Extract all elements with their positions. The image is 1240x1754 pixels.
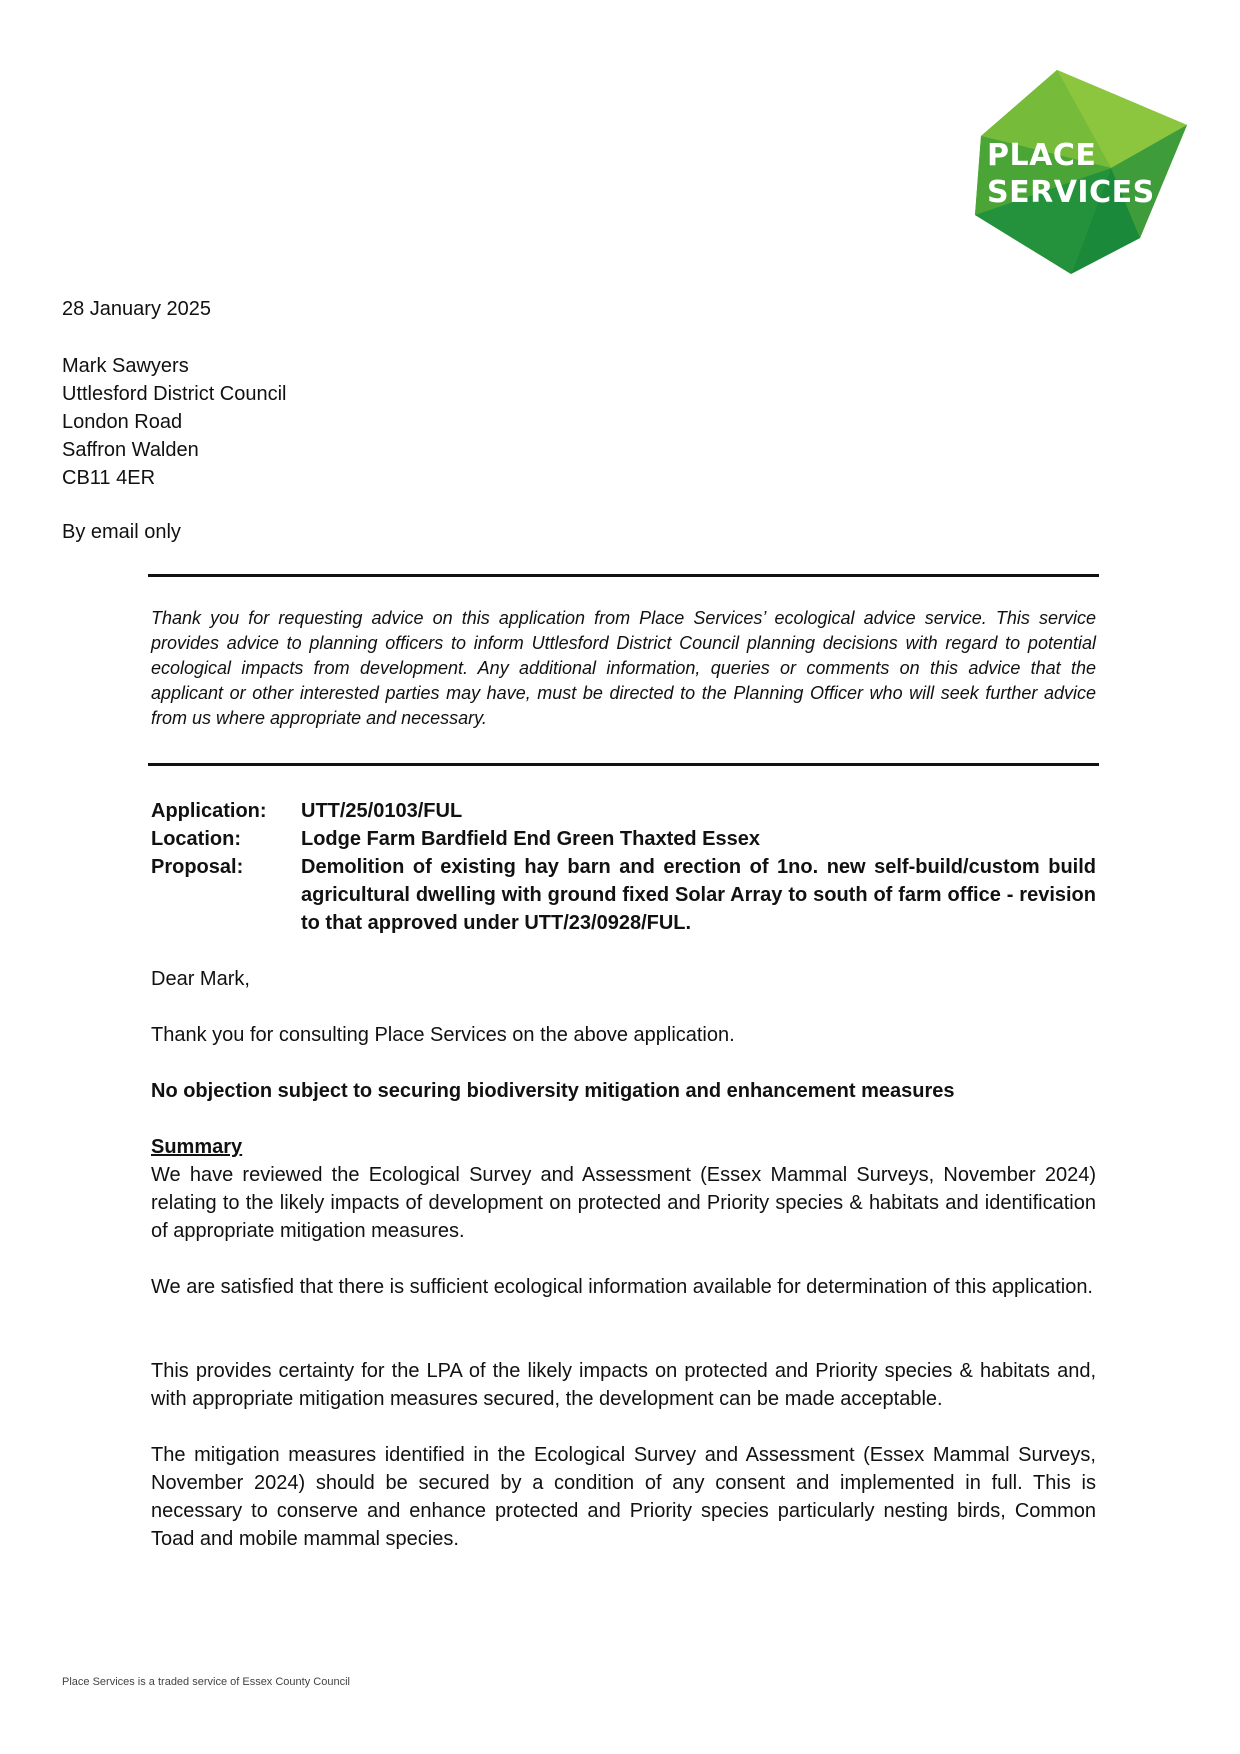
summary-heading: Summary [151,1136,243,1158]
divider-bottom [148,763,1099,766]
proposal-label: Proposal: [151,856,244,878]
summary-section [151,1133,1096,1245]
logo-text-services: SERVICES [987,175,1155,210]
salutation: Dear Mark, [151,968,250,990]
recipient-street: London Road [62,411,183,433]
recipient-postcode: CB11 4ER [62,467,156,489]
location-row [151,825,1096,853]
divider-top [148,574,1099,577]
place-services-logo [975,70,1187,274]
application-label: Application: [151,800,267,822]
application-details [151,797,1096,937]
thanks-paragraph: Thank you for consulting Place Services on the above application. [151,1024,735,1046]
proposal-row [151,853,1096,937]
logo-text-place: PLACE [987,138,1097,173]
summary-paragraph-4: The mitigation measures identified in the Ecological Survey and Assessment (Essex Mammal Surveys, November 2024) should be secured by a condition of any consent and implemented in full. This is necessary to conserve and enhance protected and Priority species particularly nesting birds, Common Toad and mobile mammal species. [151,1444,1096,1550]
application-reference: UTT/25/0103/FUL [301,800,463,822]
intro-disclaimer: Thank you for requesting advice on this application from Place Services’ ecological advice service. This service provides advice to planning officers to inform Uttlesford District Council planning decisions with regard to potential ecological impacts from development. Any additional information, queries or comments on this advice that the applicant or other interested parties may have, must be directed to the Planning Officer who will seek further advice from us where appropriate and necessary. [151,608,1096,728]
summary-paragraph-2: We are satisfied that there is sufficient ecological information available for determination of this application. [151,1276,1093,1298]
recipient-address [62,352,287,492]
recipient-town: Saffron Walden [62,439,199,461]
place-services-logo-graphic [975,70,1187,274]
location-value: Lodge Farm Bardfield End Green Thaxted Essex [301,828,761,850]
letter-date: 28 January 2025 [62,298,212,320]
conclusion-statement: No objection subject to securing biodiversity mitigation and enhancement measures [151,1080,955,1102]
summary-paragraph-3: This provides certainty for the LPA of the likely impacts on protected and Priority species & habitats and, with appropriate mitigation measures secured, the development can be made acceptable. [151,1360,1096,1410]
application-row [151,797,1096,825]
page-footer: Place Services is a traded service of Essex County Council [62,1676,350,1688]
proposal-value: Demolition of existing hay barn and erection of 1no. new self-build/custom build agricultural dwelling with ground fixed Solar Array to south of farm office - revision to that approved under UTT/23/0928/FUL. [301,856,1096,934]
delivery-note: By email only [62,521,181,543]
summary-paragraph-1: We have reviewed the Ecological Survey and Assessment (Essex Mammal Surveys, November 2024) relating to the likely impacts of development on protected and Priority species & habitats and identification of appropriate mitigation measures. [151,1164,1096,1242]
recipient-organisation: Uttlesford District Council [62,383,287,405]
location-label: Location: [151,828,241,850]
recipient-name: Mark Sawyers [62,355,189,377]
